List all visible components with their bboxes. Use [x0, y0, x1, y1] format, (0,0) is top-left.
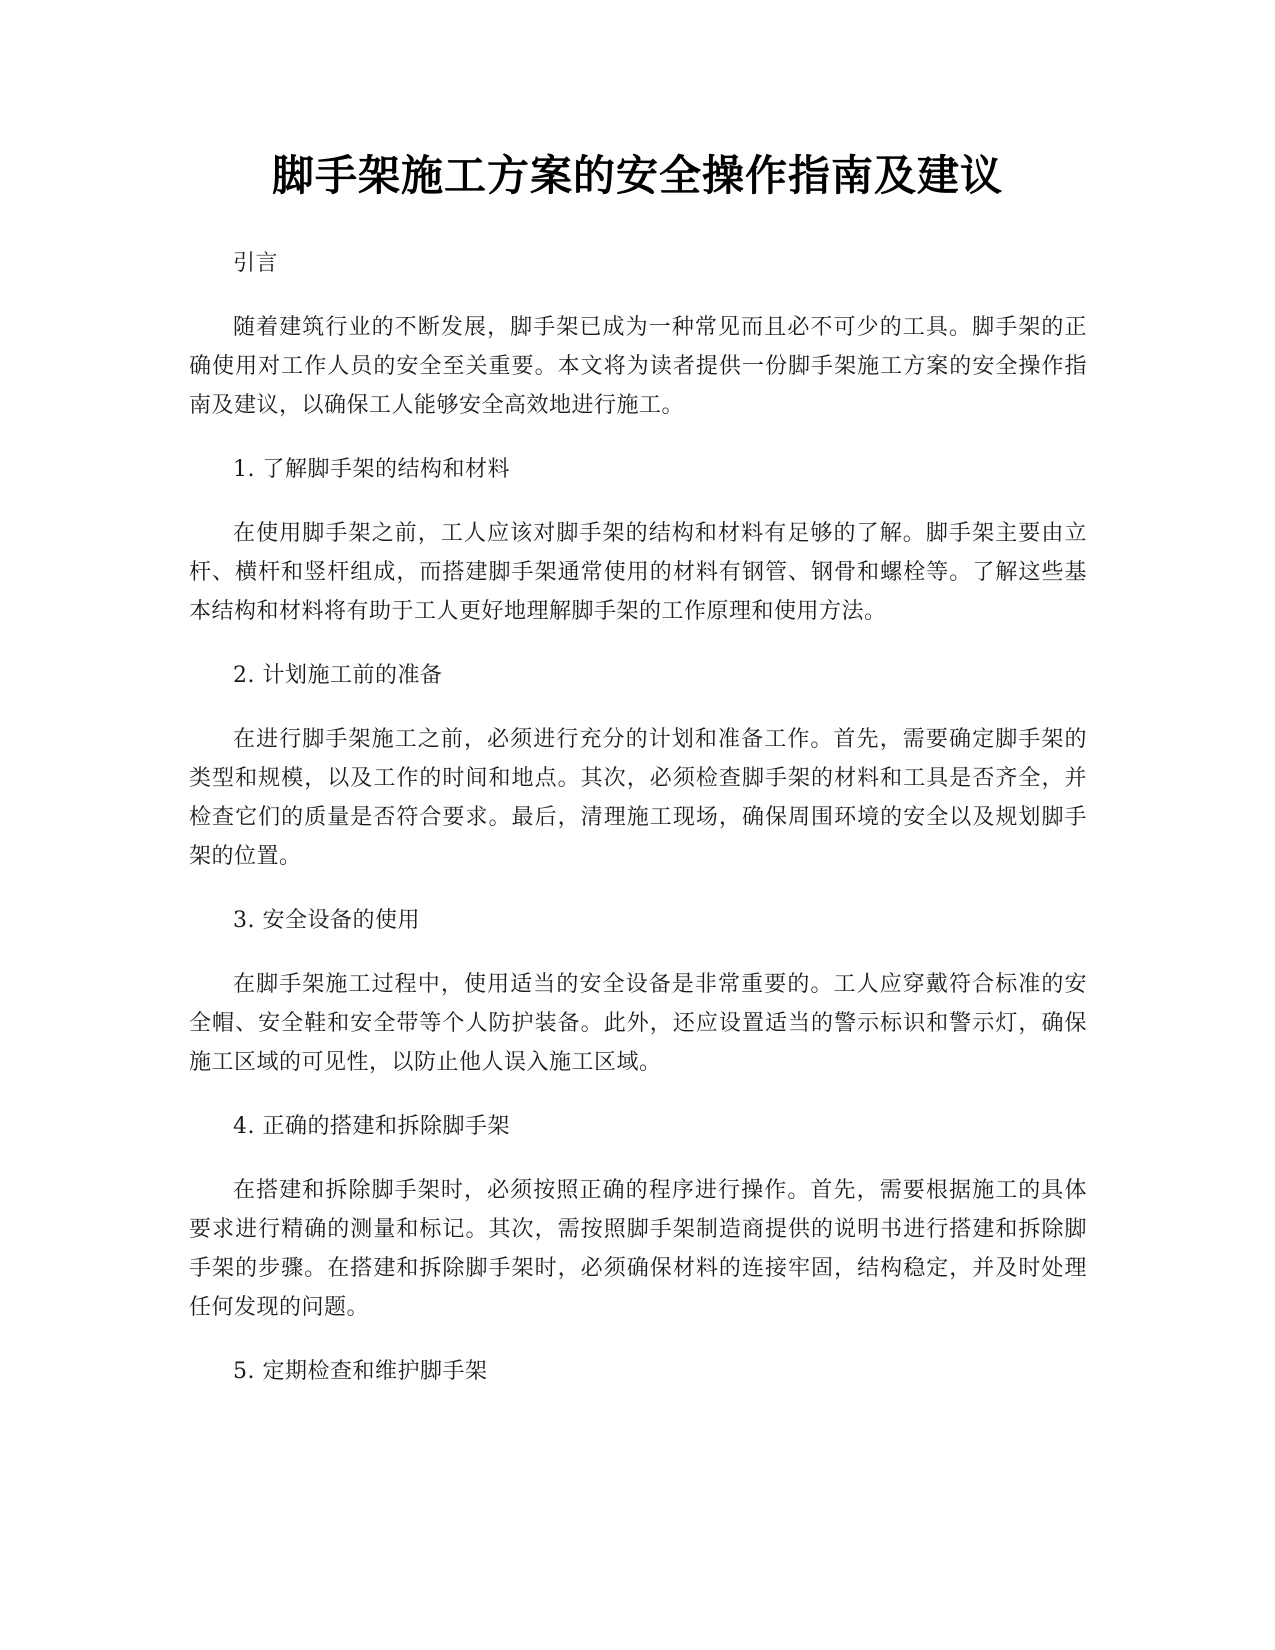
section-3-heading: 3. 安全设备的使用	[233, 908, 420, 933]
intro-paragraph: 随着建筑行业的不断发展，脚手架已成为一种常见而且必不可少的工具。脚手架的正确使用对工作人员的安全至关重要。本文将为读者提供一份脚手架施工方案的安全操作指南及建议，以确保工人能够安全高效地进行施工。	[189, 315, 1087, 418]
section-5-heading: 5. 定期检查和维护脚手架	[233, 1359, 488, 1384]
section-2-heading: 2. 计划施工前的准备	[233, 663, 443, 688]
document-title: 脚手架施工方案的安全操作指南及建议	[271, 151, 1003, 200]
intro-heading: 引言	[233, 251, 279, 276]
section-4-heading: 4. 正确的搭建和拆除脚手架	[233, 1114, 510, 1139]
section-1-heading: 1. 了解脚手架的结构和材料	[233, 457, 510, 482]
document-body	[189, 244, 1087, 1391]
section-4-paragraph: 在搭建和拆除脚手架时，必须按照正确的程序进行操作。首先，需要根据施工的具体要求进行精确的测量和标记。其次，需按照脚手架制造商提供的说明书进行搭建和拆除脚手架的步骤。在搭建和拆除脚手架时，必须确保材料的连接牢固，结构稳定，并及时处理任何发现的问题。	[189, 1178, 1087, 1320]
section-1-paragraph: 在使用脚手架之前，工人应该对脚手架的结构和材料有足够的了解。脚手架主要由立杆、横杆和竖杆组成，而搭建脚手架通常使用的材料有钢管、钢骨和螺栓等。了解这些基本结构和材料将有助于工人更好地理解脚手架的工作原理和使用方法。	[189, 521, 1087, 624]
section-3-paragraph: 在脚手架施工过程中，使用适当的安全设备是非常重要的。工人应穿戴符合标准的安全帽、安全鞋和安全带等个人防护装备。此外，还应设置适当的警示标识和警示灯，确保施工区域的可见性，以防止他人误入施工区域。	[189, 972, 1087, 1075]
section-2-paragraph: 在进行脚手架施工之前，必须进行充分的计划和准备工作。首先，需要确定脚手架的类型和规模，以及工作的时间和地点。其次，必须检查脚手架的材料和工具是否齐全，并检查它们的质量是否符合要求。最后，清理施工现场，确保周围环境的安全以及规划脚手架的位置。	[189, 727, 1087, 869]
